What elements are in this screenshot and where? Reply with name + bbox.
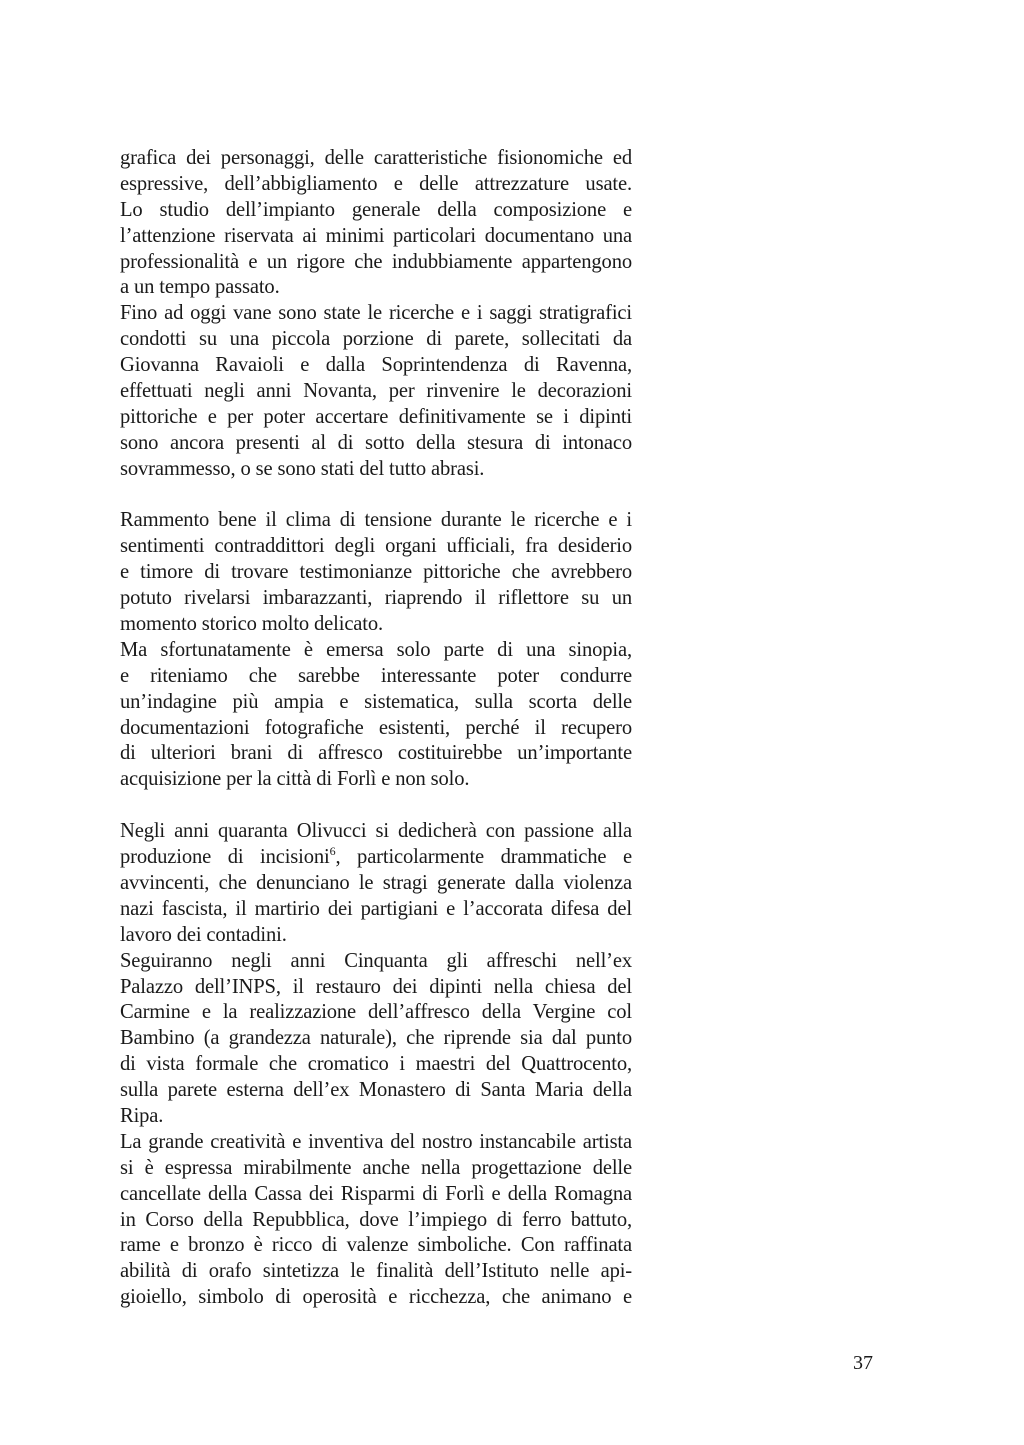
text-line: si è espressa mirabilmente anche nella progettazione delle (120, 1156, 632, 1179)
text-line: rame e bronzo è ricco di valenze simboliche. Con raffinata (120, 1234, 632, 1257)
paragraph-gates-design (120, 1130, 632, 1311)
text-line: in Corso della Repubblica, dove l’impiego di ferro battuto, (120, 1208, 632, 1231)
text-line: effettuati negli anni Novanta, per rinvenire le decorazioni (120, 380, 632, 403)
text-line: sentimenti contraddittori degli organi ufficiali, fra desiderio (120, 535, 632, 558)
text-line: espressive, dell’abbigliamento e delle attrezzature usate. (120, 172, 632, 195)
text-segment: , particolarmente drammatiche e (335, 846, 632, 869)
paragraph-forties-engravings (120, 819, 632, 948)
text-line: a un tempo passato. (120, 276, 280, 299)
text-line: potuto rivelarsi imbarazzanti, riaprendo il riflettore su un (120, 587, 632, 610)
text-line-with-footnote (120, 845, 632, 871)
text-line: Carmine e la realizzazione dell’affresco della Vergine col (120, 1001, 632, 1024)
paragraph-spacer (120, 793, 632, 819)
paragraph-spacer (120, 483, 632, 509)
text-line: Negli anni quaranta Olivucci si dedicherà con passione alla (120, 820, 632, 843)
text-line: Bambino (a grandezza naturale), che riprende sia dal punto (120, 1027, 632, 1050)
text-line: gioiello, simbolo di operosità e ricchezza, che animano e (120, 1286, 632, 1309)
text-line: di vista formale che cromatico i maestri del Quattrocento, (120, 1053, 632, 1076)
text-line: sono ancora presenti al di sotto della stesura di intonaco (120, 431, 632, 454)
text-line: momento storico molto delicato. (120, 613, 384, 636)
text-line: l’attenzione riservata ai minimi particolari documentano una (120, 224, 632, 247)
text-line: nazi fascista, il martirio dei partigiani e l’accorata difesa del (120, 897, 632, 920)
text-line: Fino ad oggi vane sono state le ricerche e i saggi stratigrafici (120, 302, 632, 325)
text-line: Lo studio dell’impianto generale della composizione e (120, 198, 632, 221)
page-body (120, 146, 632, 1311)
text-line: Giovanna Ravaioli e dalla Soprintendenza di Ravenna, (120, 354, 632, 377)
text-line: abilità di orafo sintetizza le finalità dell’Istituto nelle api- (120, 1260, 632, 1283)
page-number: 37 (853, 1352, 873, 1374)
text-line: Rammento bene il clima di tensione durante le ricerche e i (120, 509, 632, 532)
paragraph-sinopia (120, 638, 632, 793)
paragraph-figure-description (120, 146, 632, 301)
text-line: pittoriche e per poter accertare definitivamente se i dipinti (120, 405, 632, 428)
text-line: Palazzo dell’INPS, il restauro dei dipinti nella chiesa del (120, 975, 632, 998)
text-line: documentazioni fotografiche esistenti, perché il recupero (120, 716, 632, 739)
text-line: condotti su una piccola porzione di parete, sollecitati da (120, 328, 632, 351)
text-line: lavoro dei contadini. (120, 923, 287, 946)
footnote-marker[interactable]: 6 (329, 844, 336, 859)
text-line: professionalità e un rigore che indubbiamente appartengono (120, 250, 632, 273)
text-line: Ripa. (120, 1104, 164, 1127)
text-line: e riteniamo che sarebbe interessante poter condurre (120, 664, 632, 687)
text-segment: produzione di incisioni (120, 846, 330, 869)
text-line: grafica dei personaggi, delle caratteristiche fisionomiche ed (120, 147, 632, 169)
text-line: acquisizione per la città di Forlì e non solo. (120, 768, 470, 791)
text-line: avvincenti, che denunciano le stragi generate dalla violenza (120, 871, 632, 894)
text-line: sulla parete esterna dell’ex Monastero di Santa Maria della (120, 1079, 632, 1102)
text-line: di ulteriori brani di affresco costituirebbe un’importante (120, 742, 632, 765)
text-line: e timore di trovare testimonianze pittoriche che avrebbero (120, 561, 632, 584)
paragraph-climate-of-tension (120, 508, 632, 637)
paragraph-fifties-frescoes (120, 949, 632, 1130)
paragraph-stratigraphic-research (120, 301, 632, 482)
text-line: Ma sfortunatamente è emersa solo parte di una sinopia, (120, 638, 632, 661)
text-line: un’indagine più ampia e sistematica, sulla scorta delle (120, 690, 632, 713)
text-line: Seguiranno negli anni Cinquanta gli affreschi nell’ex (120, 949, 632, 972)
text-line: La grande creatività e inventiva del nostro instancabile artista (120, 1130, 632, 1153)
text-line: cancellate della Cassa dei Risparmi di Forlì e della Romagna (120, 1182, 632, 1205)
text-line: sovrammesso, o se sono stati del tutto abrasi. (120, 457, 485, 480)
